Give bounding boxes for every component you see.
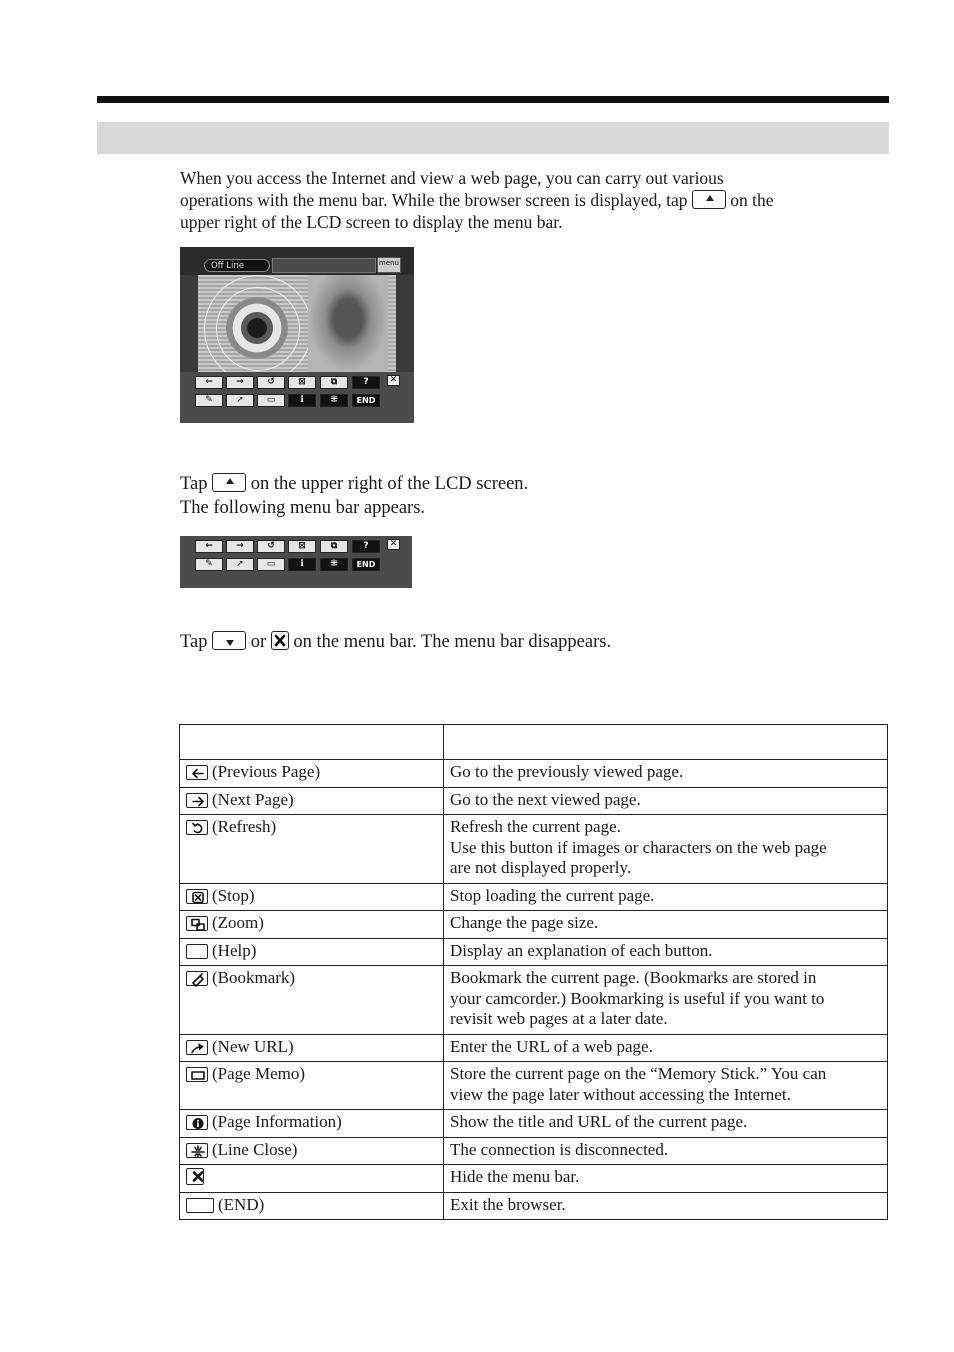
description-line: Change the page size. — [450, 913, 599, 932]
description-line: Enter the URL of a web page. — [450, 1036, 653, 1056]
button-name-cell — [180, 1192, 444, 1220]
table-body — [180, 760, 888, 1220]
description-line: Go to the next viewed page. — [450, 789, 641, 809]
button-label: (Help) — [212, 940, 257, 960]
button-label: (New URL) — [212, 1036, 294, 1056]
description-line: Display an explanation of each button. — [450, 940, 713, 960]
table-row — [180, 938, 888, 966]
button-name-cell — [180, 883, 444, 911]
table-row — [180, 1034, 888, 1062]
face-image — [308, 275, 388, 372]
intro-line-2: operations with the menu bar. While the browser screen is displayed, tap on the — [180, 190, 774, 210]
button-name-cell — [180, 815, 444, 884]
show-result-line: The following menu bar appears. — [180, 498, 426, 518]
bookmark-icon[interactable]: ✎ — [195, 558, 223, 571]
menu-bar — [180, 372, 414, 423]
button-description-cell — [444, 911, 888, 939]
table-row — [180, 966, 888, 1035]
button-name-cell — [180, 966, 444, 1035]
description-line: Refresh the current page. — [450, 817, 621, 836]
new-url-icon — [186, 1040, 208, 1055]
button-description-cell — [444, 815, 888, 884]
end-button[interactable]: END — [352, 558, 380, 571]
description-line: Show the title and URL of the current page. — [450, 1112, 748, 1131]
bookmark-icon — [186, 971, 208, 986]
description-line: Use this button if images or characters on the web page — [450, 837, 827, 857]
button-label: (Page Memo) — [212, 1064, 306, 1083]
next-page-icon — [186, 793, 208, 808]
zoom-icon[interactable]: ⧉ — [320, 540, 348, 553]
refresh-icon[interactable]: ↺ — [257, 540, 285, 553]
browser-top-bar — [180, 247, 414, 275]
button-name-cell — [180, 911, 444, 939]
intro-line-1: When you access the Internet and view a web page, you can carry out various — [180, 168, 724, 188]
hide-menu-steps: Tap or on the menu bar. The menu bar disappears. — [180, 632, 612, 652]
button-name-cell — [180, 1110, 444, 1138]
refresh-icon — [186, 820, 208, 835]
table-row — [180, 911, 888, 939]
previous-page-icon[interactable]: ← — [195, 540, 223, 553]
next-page-icon[interactable]: → — [226, 540, 254, 553]
end-button[interactable]: END — [352, 394, 380, 407]
button-description-cell — [444, 1137, 888, 1165]
close-icon — [271, 631, 289, 650]
status-indicator: Off Line — [204, 259, 270, 272]
intro-line-3: upper right of the LCD screen to display the menu bar. — [180, 212, 563, 232]
close-icon[interactable]: ✕ — [387, 375, 400, 386]
page-memo-icon — [186, 1067, 208, 1082]
button-description-cell — [444, 1192, 888, 1220]
table-row — [180, 760, 888, 788]
menu-button-table — [179, 724, 888, 1220]
button-description-cell — [444, 883, 888, 911]
new-url-icon[interactable]: ➚ — [226, 558, 254, 571]
button-description-cell — [444, 938, 888, 966]
menu-button[interactable]: menu — [377, 257, 401, 273]
table-row — [180, 1062, 888, 1110]
camera-lens-image — [226, 297, 288, 359]
web-page-image — [198, 275, 396, 372]
table-header-cell — [444, 725, 888, 760]
page-information-icon[interactable]: ℹ — [288, 394, 316, 407]
page-information-icon[interactable]: ℹ — [288, 558, 316, 571]
section-heading-band — [97, 122, 889, 154]
button-description-cell — [444, 1034, 888, 1062]
page-memo-icon[interactable]: ▭ — [257, 394, 285, 407]
menu-down-icon — [212, 631, 246, 650]
page-information-icon — [186, 1115, 208, 1130]
description-line: your camcorder.) Bookmarking is useful if you want to — [450, 988, 825, 1008]
line-close-icon[interactable]: ⁜ — [320, 558, 348, 571]
new-url-icon[interactable]: ➚ — [226, 394, 254, 407]
description-line: Exit the browser. — [450, 1194, 566, 1214]
table-header-row — [180, 725, 888, 760]
button-label: (END) — [218, 1194, 265, 1214]
table-header-cell — [180, 725, 444, 760]
top-rule — [97, 96, 889, 103]
button-description-cell — [444, 1165, 888, 1193]
table-row — [180, 883, 888, 911]
button-label: (Previous Page) — [212, 762, 321, 781]
button-label: (Zoom) — [212, 913, 264, 932]
intro-paragraph — [180, 167, 774, 233]
line-close-icon — [186, 1143, 208, 1158]
table-row — [180, 1110, 888, 1138]
next-page-icon[interactable]: → — [226, 376, 254, 389]
button-name-cell — [180, 1165, 444, 1193]
button-name-cell — [180, 938, 444, 966]
bookmark-icon[interactable]: ✎ — [195, 394, 223, 407]
show-step-line: Tap on the upper right of the LCD screen. — [180, 474, 529, 494]
stop-icon[interactable]: ⊠ — [288, 376, 316, 389]
button-label: (Refresh) — [212, 817, 277, 836]
line-close-icon[interactable]: ⁜ — [320, 394, 348, 407]
table-row — [180, 1192, 888, 1220]
description-line: Go to the previously viewed page. — [450, 762, 684, 781]
button-description-cell — [444, 1062, 888, 1110]
help-icon — [186, 944, 208, 959]
table-row — [180, 1137, 888, 1165]
help-icon[interactable]: ? — [352, 540, 380, 553]
table-row — [180, 787, 888, 815]
lcd-screenshot — [180, 247, 414, 423]
button-label: (Page Information) — [212, 1112, 342, 1131]
button-description-cell — [444, 966, 888, 1035]
menu-bar-illustration — [180, 536, 412, 588]
table-row — [180, 1165, 888, 1193]
button-description-cell — [444, 760, 888, 788]
description-line: The connection is disconnected. — [450, 1139, 669, 1159]
description-line: view the page later without accessing the Internet. — [450, 1084, 791, 1104]
previous-page-icon[interactable]: ← — [195, 376, 223, 389]
refresh-icon[interactable]: ↺ — [257, 376, 285, 389]
button-name-cell — [180, 787, 444, 815]
button-label: (Bookmark) — [212, 968, 296, 987]
help-icon[interactable]: ? — [352, 376, 380, 389]
end-icon — [186, 1198, 214, 1213]
zoom-icon — [186, 916, 208, 931]
button-label: (Stop) — [212, 885, 255, 905]
button-label: (Line Close) — [212, 1139, 298, 1159]
zoom-icon[interactable]: ⧉ — [320, 376, 348, 389]
menu-up-icon — [212, 473, 246, 492]
table-row — [180, 815, 888, 884]
button-name-cell — [180, 760, 444, 788]
description-line: are not displayed properly. — [450, 858, 632, 877]
button-name-cell — [180, 1034, 444, 1062]
button-description-cell — [444, 1110, 888, 1138]
button-name-cell — [180, 1062, 444, 1110]
button-description-cell — [444, 787, 888, 815]
stop-icon — [186, 889, 208, 904]
description-line: Hide the menu bar. — [450, 1167, 580, 1186]
description-line: Bookmark the current page. (Bookmarks are stored in — [450, 968, 817, 987]
url-field — [272, 258, 376, 273]
stop-icon[interactable]: ⊠ — [288, 540, 316, 553]
close-icon — [186, 1168, 204, 1185]
description-line: Store the current page on the “Memory Stick.” You can — [450, 1064, 827, 1083]
button-label: (Next Page) — [212, 789, 294, 809]
description-line: Stop loading the current page. — [450, 885, 655, 905]
menu-up-icon — [692, 190, 726, 209]
previous-page-icon — [186, 765, 208, 780]
page-memo-icon[interactable]: ▭ — [257, 558, 285, 571]
close-icon[interactable]: ✕ — [387, 539, 400, 550]
show-menu-steps — [180, 472, 528, 520]
description-line: revisit web pages at a later date. — [450, 1009, 668, 1028]
button-name-cell — [180, 1137, 444, 1165]
